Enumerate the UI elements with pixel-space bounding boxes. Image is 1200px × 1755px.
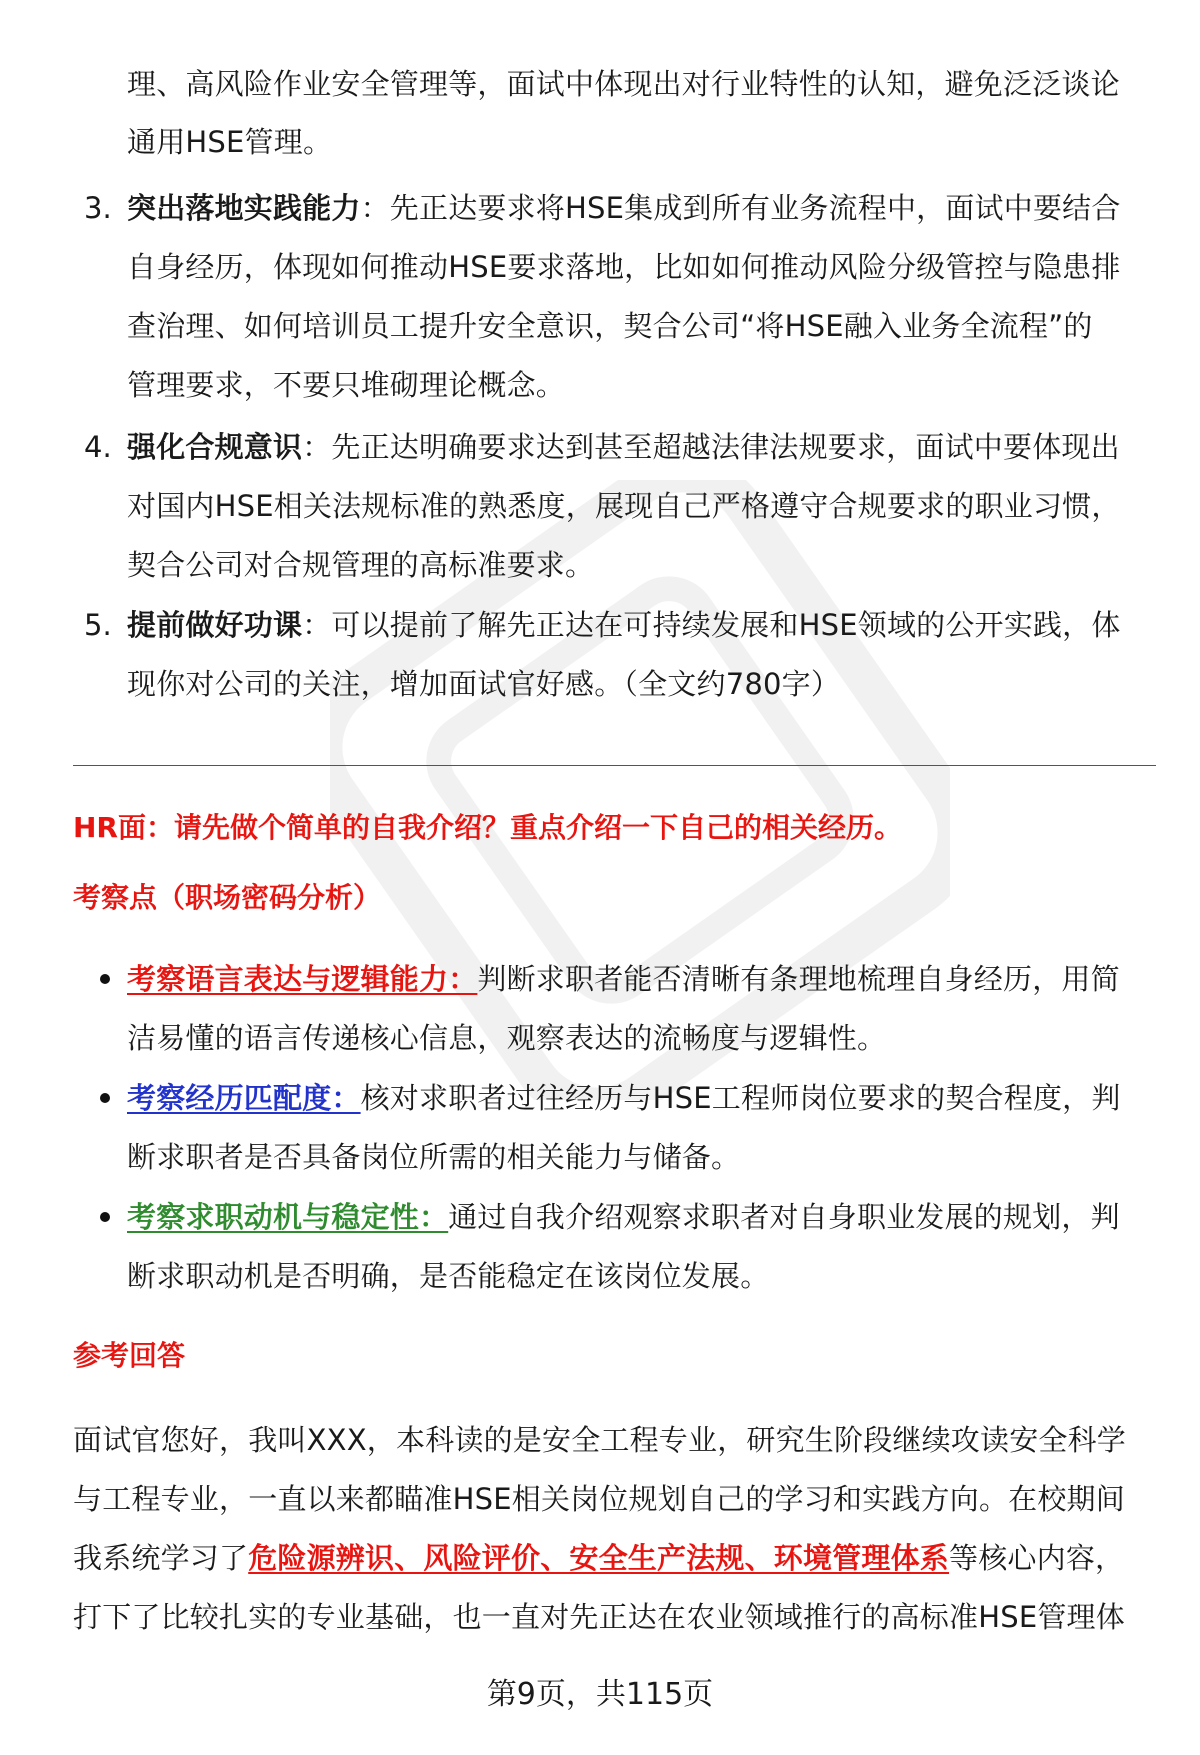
- list-item-text: ：可以提前了解先正达在可持续发展和HSE领域的公开实践，体: [302, 608, 1121, 642]
- list-item-line: 管理要求，不要只堆砌理论概念。: [127, 368, 566, 402]
- bullet-first-line: [127, 959, 1120, 999]
- list-item-number: 3.: [84, 191, 112, 225]
- list-item-line: 自身经历，体现如何推动HSE要求落地，比如如何推动风险分级管控与隐患排: [127, 250, 1121, 284]
- bullet-label: 考察求职动机与稳定性：: [127, 1200, 449, 1234]
- list-item-first-line: [127, 188, 1121, 228]
- answer-highlight: 危险源辨识、风险评价、安全生产法规、环境管理体系: [248, 1541, 950, 1575]
- bullet-first-line: [127, 1197, 1120, 1237]
- list-item-number: 4.: [84, 430, 112, 464]
- bullet-text: 判断求职者能否清晰有条理地梳理自身经历，用简: [477, 962, 1120, 996]
- list-item-first-line: [127, 605, 1121, 645]
- bullet-text: 核对求职者过往经历与HSE工程师岗位要求的契合程度，判: [360, 1081, 1121, 1115]
- bullet-text: 通过自我介绍观察求职者对自身职业发展的规划，判: [448, 1200, 1120, 1234]
- list-item-line: 契合公司对合规管理的高标准要求。: [127, 548, 595, 582]
- list-item-text: ：先正达明确要求达到甚至超越法律法规要求，面试中要体现出: [302, 430, 1120, 464]
- list-item-text: ：先正达要求将HSE集成到所有业务流程中，面试中要结合: [360, 191, 1121, 225]
- answer-line: 面试官您好，我叫XXX，本科读的是安全工程专业，研究生阶段继续攻读安全科学: [73, 1423, 1127, 1457]
- answer-line: [73, 1538, 1124, 1578]
- list-continuation-line: 理、高风险作业安全管理等，面试中体现出对行业特性的认知，避免泛泛谈论: [127, 67, 1120, 101]
- bullet-first-line: [127, 1078, 1121, 1118]
- page-footer: 第9页，共115页: [486, 1677, 714, 1712]
- answer-heading: 参考回答: [73, 1339, 186, 1372]
- bullet-dot-icon: [100, 1093, 110, 1103]
- list-item-number: 5.: [84, 608, 112, 642]
- list-item-title: 强化合规意识: [127, 430, 303, 464]
- answer-text: 我系统学习了: [73, 1541, 249, 1575]
- bullet-line: 断求职动机是否明确，是否能稳定在该岗位发展。: [127, 1259, 770, 1293]
- section-divider: [73, 765, 1156, 766]
- bullet-dot-icon: [100, 1212, 110, 1222]
- bullet-label: 考察语言表达与逻辑能力：: [127, 962, 478, 996]
- list-item-title: 突出落地实践能力: [127, 191, 361, 225]
- list-continuation-line: 通用HSE管理。: [127, 125, 333, 159]
- list-item-first-line: [127, 427, 1120, 467]
- answer-line: 打下了比较扎实的专业基础，也一直对先正达在农业领域推行的高标准HSE管理体: [73, 1600, 1125, 1634]
- hr-question: HR面：请先做个简单的自我介绍？重点介绍一下自己的相关经历。: [73, 811, 902, 844]
- answer-line: 与工程专业，一直以来都瞄准HSE相关岗位规划自己的学习和实践方向。在校期间: [73, 1482, 1125, 1516]
- bullet-line: 洁易懂的语言传递核心信息，观察表达的流畅度与逻辑性。: [127, 1021, 887, 1055]
- bullet-line: 断求职者是否具备岗位所需的相关能力与储备。: [127, 1140, 741, 1174]
- list-item-line: 现你对公司的关注，增加面试官好感。（全文约780字）: [127, 667, 841, 701]
- bullet-dot-icon: [100, 974, 110, 984]
- list-item-line: 查治理、如何培训员工提升安全意识，契合公司“将HSE融入业务全流程”的: [127, 309, 1093, 343]
- analysis-heading: 考察点（职场密码分析）: [73, 881, 382, 914]
- bullet-label: 考察经历匹配度：: [127, 1081, 361, 1115]
- answer-text: 等核心内容，: [949, 1541, 1125, 1575]
- list-item-line: 对国内HSE相关法规标准的熟悉度，展现自己严格遵守合规要求的职业习惯，: [127, 489, 1121, 523]
- list-item-title: 提前做好功课: [127, 608, 303, 642]
